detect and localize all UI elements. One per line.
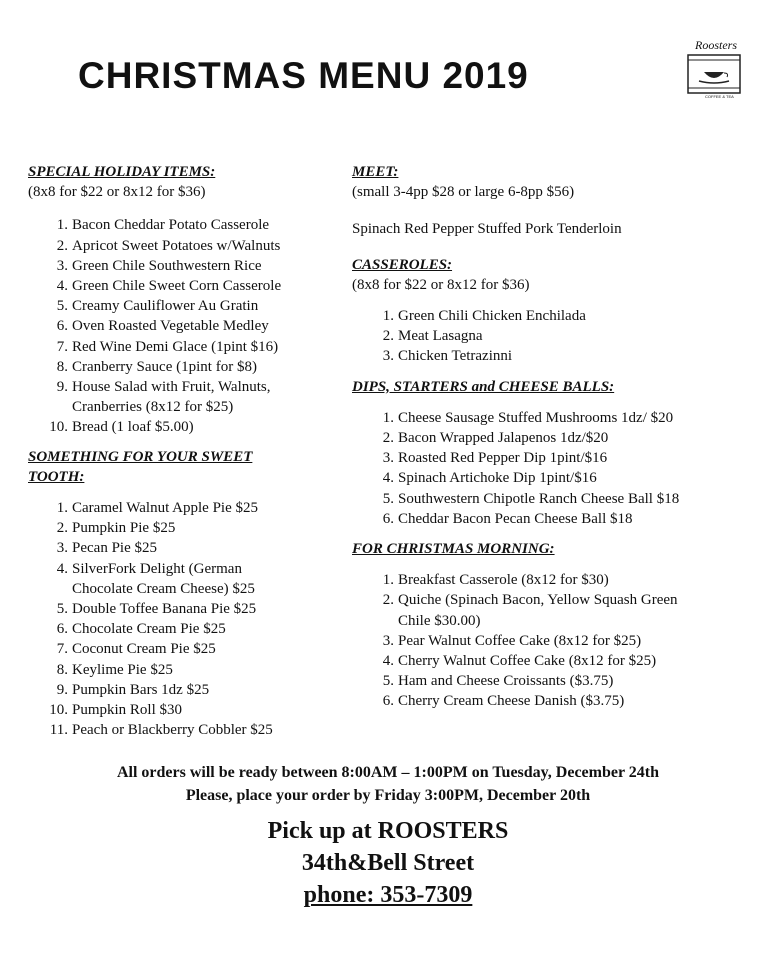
item-number: 2. [382,430,394,447]
list-item [352,489,752,509]
list-item [352,428,752,448]
casseroles-heading: CASSEROLES: [352,256,453,273]
special-items-list [28,215,338,437]
logo-text: Roosters [695,38,737,52]
item-number: 7. [56,641,68,658]
list-item [28,316,338,336]
sweet-heading-line1: SOMETHING FOR YOUR SWEET [28,448,253,465]
list-item [28,599,338,619]
item-text: Meat Lasagna [398,328,483,345]
right-column [352,162,752,712]
roosters-logo [683,38,747,102]
item-text: Bacon Cheddar Potato Casserole [72,217,270,234]
logo-subtext: COFFEE & TEA [705,94,734,99]
item-number: 10. [49,702,68,719]
list-item [28,700,338,720]
item-number: 4. [56,278,68,295]
list-item [28,518,338,538]
list-item [28,538,338,558]
list-item [28,619,338,639]
item-number: 4. [382,470,394,487]
list-item [28,256,338,276]
item-text: Chocolate Cream Cheese) $25 [72,580,255,597]
item-number: 3. [56,257,68,274]
list-item [352,691,752,711]
list-item [352,306,752,326]
item-text: Cheddar Bacon Pecan Cheese Ball $18 [398,510,633,527]
item-text: House Salad with Fruit, Walnuts, [72,379,271,396]
list-item [28,337,338,357]
list-item [28,660,338,680]
casseroles-list [352,306,752,367]
list-item [352,671,752,691]
item-text: Chocolate Cream Pie $25 [72,621,226,638]
item-text: Coconut Cream Pie $25 [72,641,216,658]
left-column [28,162,338,740]
item-text: Keylime Pie $25 [72,661,173,678]
morning-heading: FOR CHRISTMAS MORNING: [352,541,555,558]
item-text: Green Chile Sweet Corn Casserole [72,278,282,295]
item-text: Apricot Sweet Potatoes w/Walnuts [72,237,281,254]
item-text: Bread (1 loaf $5.00) [72,419,194,436]
item-text: Breakfast Casserole (8x12 for $30) [398,572,609,589]
page-title: CHRISTMAS MENU 2019 [78,55,529,96]
order-deadline-notice: Please, place your order by Friday 3:00PM, December 20th [185,787,591,804]
list-item [28,417,338,437]
item-number: 1. [56,217,68,234]
list-item [28,680,338,700]
phone-number-row [0,882,776,909]
item-text: Green Chile Southwestern Rice [72,257,262,274]
item-number: 1. [382,409,394,426]
sweet-items-list [28,498,338,740]
list-item [28,276,338,296]
dips-heading: DIPS, STARTERS and CHEESE BALLS: [352,378,615,395]
item-number: 3. [56,540,68,557]
item-number: 3. [382,632,394,649]
list-item [28,377,338,417]
item-number: 7. [56,338,68,355]
item-text: Chile $30.00) [398,612,481,629]
order-ready-notice: All orders will be ready between 8:00AM – 1:00PM on Tuesday, December 24th [116,764,660,781]
coffee-cup-icon [687,54,741,94]
list-item [352,590,752,630]
item-number: 5. [382,673,394,690]
item-text: Pecan Pie $25 [72,540,157,557]
list-item [28,498,338,518]
list-item [352,326,752,346]
item-number: 4. [56,560,68,577]
list-item [28,296,338,316]
item-text: Chicken Tetrazinni [398,348,513,365]
item-number: 1. [56,500,68,517]
item-text: Creamy Cauliflower Au Gratin [72,298,259,315]
item-text: Bacon Wrapped Jalapenos 1dz/$20 [398,430,609,447]
sweet-heading-line2: TOOTH: [28,468,85,485]
item-number: 8. [56,661,68,678]
item-number: 1. [382,308,394,325]
item-text: Red Wine Demi Glace (1pint $16) [72,338,279,355]
item-number: 2. [382,328,394,345]
item-number: 9. [56,681,68,698]
item-text: Cherry Walnut Coffee Cake (8x12 for $25) [398,653,657,670]
item-text: Oven Roasted Vegetable Medley [72,318,269,335]
item-text: Double Toffee Banana Pie $25 [72,601,257,618]
item-text: Quiche (Spinach Bacon, Yellow Squash Green [398,592,678,609]
item-text: SilverFork Delight (German [72,560,242,577]
pickup-address: 34th&Bell Street [301,850,475,876]
meet-note: (small 3-4pp $28 or large 6-8pp $56) [352,184,575,201]
list-item [352,346,752,366]
item-text: Pumpkin Roll $30 [72,702,183,719]
list-item [352,631,752,651]
item-text: Cranberries (8x12 for $25) [72,399,234,416]
item-text: Southwestern Chipotle Ranch Cheese Ball $18 [398,490,680,507]
item-text: Pumpkin Bars 1dz $25 [72,681,210,698]
item-number: 6. [382,510,394,527]
item-text: Cherry Cream Cheese Danish ($3.75) [398,693,625,710]
list-item [28,357,338,377]
list-item [352,651,752,671]
item-number: 8. [56,358,68,375]
list-item [352,570,752,590]
list-item [28,720,338,740]
item-number: 5. [56,601,68,618]
item-text: Cranberry Sauce (1pint for $8) [72,358,257,375]
item-text: Cheese Sausage Stuffed Mushrooms 1dz/ $20 [398,409,674,426]
item-number: 10. [49,419,68,436]
item-text: Spinach Artichoke Dip 1pint/$16 [398,470,597,487]
morning-list [352,570,752,711]
item-text: Roasted Red Pepper Dip 1pint/$16 [398,450,608,467]
list-item [28,215,338,235]
list-item [352,448,752,468]
item-number: 1. [382,572,394,589]
list-item [352,408,752,428]
item-number: 2. [382,592,394,609]
item-number: 3. [382,348,394,365]
item-text: Green Chili Chicken Enchilada [398,308,586,325]
list-item [352,468,752,488]
item-text: Pumpkin Pie $25 [72,520,176,537]
special-note: (8x8 for $22 or 8x12 for $36) [28,184,206,201]
meet-heading: MEET: [352,164,399,180]
item-number: 9. [56,379,68,396]
dips-list [352,408,752,529]
item-number: 11. [49,722,68,739]
item-text: Caramel Walnut Apple Pie $25 [72,500,258,517]
phone-number: phone: 353-7309 [303,882,473,908]
item-number: 6. [56,318,68,335]
pickup-location: Pick up at ROOSTERS [267,818,509,844]
item-number: 6. [56,621,68,638]
item-number: 4. [382,653,394,670]
item-number: 6. [382,693,394,710]
list-item [28,236,338,256]
list-item [28,559,338,599]
item-number: 5. [382,490,394,507]
meet-item: Spinach Red Pepper Stuffed Pork Tenderloin [352,221,622,238]
item-text: Ham and Cheese Croissants ($3.75) [398,673,614,690]
item-text: Pear Walnut Coffee Cake (8x12 for $25) [398,632,642,649]
item-number: 5. [56,298,68,315]
casseroles-note: (8x8 for $22 or 8x12 for $36) [352,276,530,293]
item-number: 2. [56,237,68,254]
item-number: 2. [56,520,68,537]
list-item [28,639,338,659]
item-text: Peach or Blackberry Cobbler $25 [72,722,273,739]
item-number: 3. [382,450,394,467]
list-item [352,509,752,529]
sweet-heading-block [28,447,338,487]
special-heading: SPECIAL HOLIDAY ITEMS: [28,164,216,180]
